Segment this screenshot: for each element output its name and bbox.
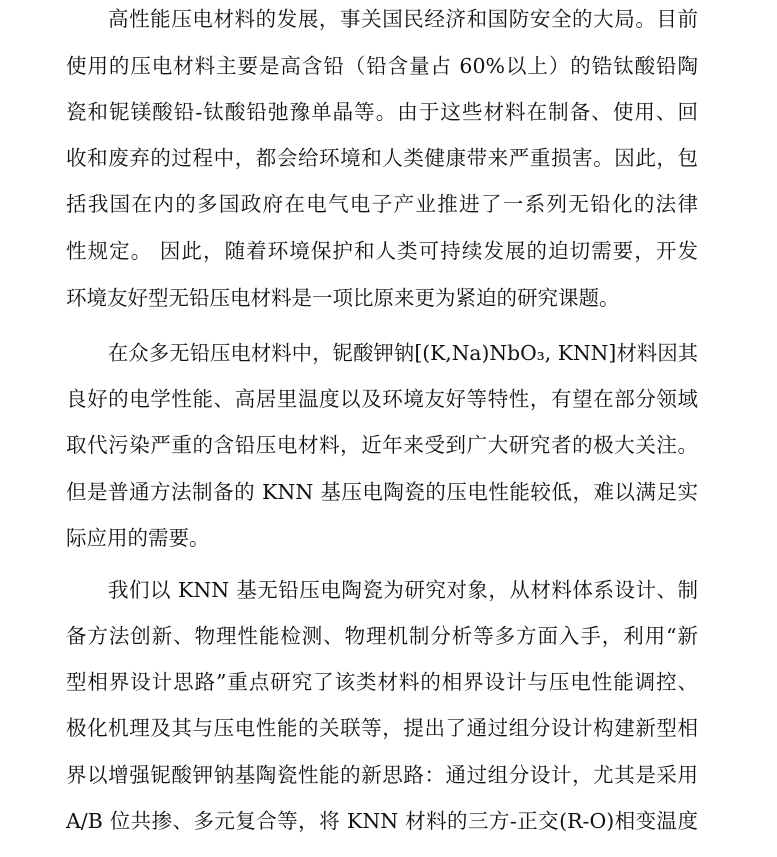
paragraph-2-line-1: 在众多无铅压电材料中，铌酸钾钠[(K,Na)NbO₃, KNN]材料因其 <box>108 341 698 365</box>
paragraph-3-line-5: 界以增强铌酸钾钠基陶瓷性能的新思路：通过组分设计，尤其是采用 <box>66 763 698 787</box>
paragraph-1-line-7: 环境友好型无铅压电材料是一项比原来更为紧迫的研究课题。 <box>66 286 620 310</box>
paragraph-1-line-2: 使用的压电材料主要是高含铅（铅含量占 60%以上）的锆钛酸铅陶 <box>66 54 698 78</box>
paragraph-3-line-1: 我们以 KNN 基无铅压电陶瓷为研究对象，从材料体系设计、制 <box>108 578 698 602</box>
paragraph-1-line-6: 性规定。 因此，随着环境保护和人类可持续发展的迫切需要，开发 <box>66 239 698 263</box>
paragraph-3-line-4: 极化机理及其与压电性能的关联等，提出了通过组分设计构建新型相 <box>66 716 698 740</box>
paragraph-2-line-4: 但是普通方法制备的 KNN 基压电陶瓷的压电性能较低，难以满足实 <box>66 480 698 504</box>
paragraph-2-line-5: 际应用的需要。 <box>66 526 210 550</box>
paragraph-2-line-2: 良好的电学性能、高居里温度以及环境友好等特性，有望在部分领域 <box>66 387 698 411</box>
paragraph-2-line-3: 取代污染严重的含铅压电材料，近年来受到广大研究者的极大关注。 <box>66 433 698 457</box>
paragraph-3-line-6: A/B 位共掺、多元复合等，将 KNN 材料的三方-正交(R-O)相变温度 <box>66 809 698 833</box>
paragraph-1-line-5: 括我国在内的多国政府在电气电子产业推进了一系列无铅化的法律 <box>66 192 698 216</box>
paragraph-1-line-3: 瓷和铌镁酸铅-钛酸铅弛豫单晶等。由于这些材料在制备、使用、回 <box>66 100 698 124</box>
paragraph-3-line-3: 型相界设计思路”重点研究了该类材料的相界设计与压电性能调控、 <box>66 670 698 694</box>
paragraph-1-line-4: 收和废弃的过程中，都会给环境和人类健康带来严重损害。因此，包 <box>66 146 698 170</box>
paragraph-3-line-2: 备方法创新、物理性能检测、物理机制分析等多方面入手，利用“新 <box>66 624 698 648</box>
paragraph-1-line-1: 高性能压电材料的发展，事关国民经济和国防安全的大局。目前 <box>108 7 698 31</box>
